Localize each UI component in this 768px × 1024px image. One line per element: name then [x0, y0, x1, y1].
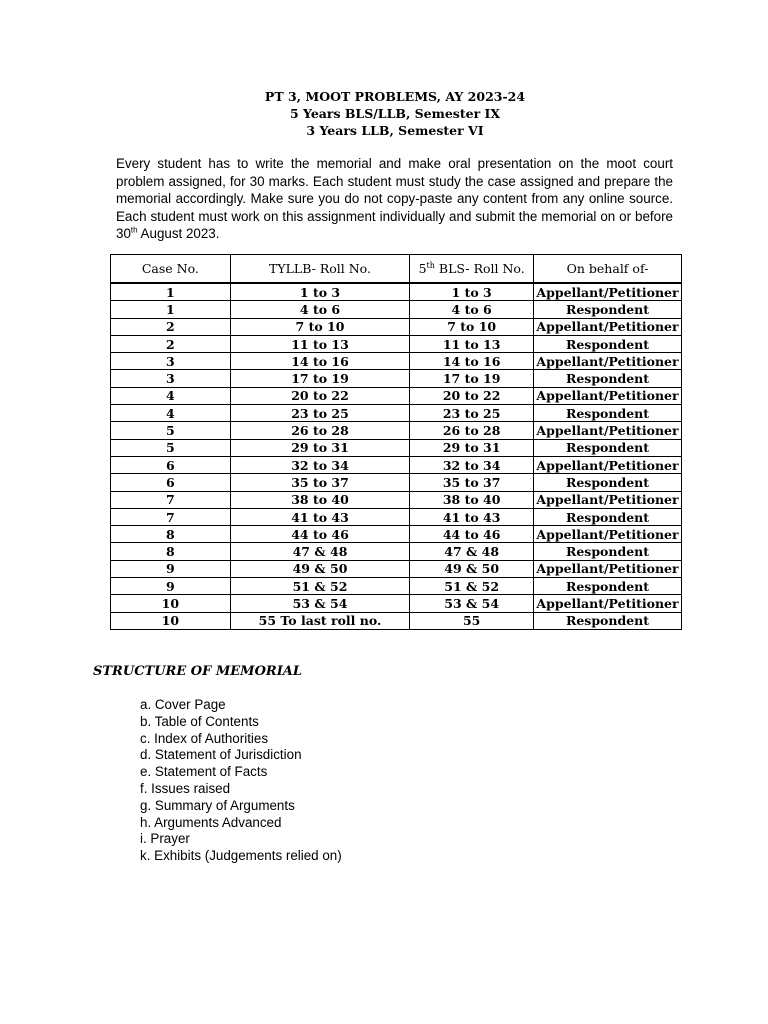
table-row — [111, 318, 682, 335]
intro-date-suffix: th — [130, 225, 138, 235]
list-item: d. Statement of Jurisdiction — [140, 747, 302, 763]
cell-case-no: 7 — [111, 508, 231, 525]
cell-tyllb-roll: 38 to 40 — [230, 491, 410, 508]
cell-tyllb-roll: 29 to 31 — [230, 439, 410, 456]
document-title-block — [110, 88, 680, 139]
cell-bls-roll: 7 to 10 — [410, 318, 534, 335]
header-bls-prefix: 5 — [418, 261, 427, 276]
intro-text-end: August 2023. — [137, 226, 220, 241]
table-row — [111, 474, 682, 491]
table-header-row — [111, 255, 682, 284]
structure-heading: STRUCTURE OF MEMORIAL — [93, 664, 303, 679]
cell-case-no: 3 — [111, 370, 231, 387]
header-tyllb-roll: TYLLB- Roll No. — [230, 255, 410, 284]
case-allocation-table — [110, 254, 682, 630]
cell-bls-roll: 32 to 34 — [410, 456, 534, 473]
cell-on-behalf: Respondent — [534, 439, 682, 456]
cell-bls-roll: 11 to 13 — [410, 335, 534, 352]
table-row — [111, 456, 682, 473]
list-item: g. Summary of Arguments — [140, 797, 295, 813]
cell-bls-roll: 29 to 31 — [410, 439, 534, 456]
cell-on-behalf: Respondent — [534, 612, 682, 629]
table-row — [111, 439, 682, 456]
cell-case-no: 8 — [111, 543, 231, 560]
table-row — [111, 543, 682, 560]
cell-bls-roll: 47 & 48 — [410, 543, 534, 560]
cell-bls-roll: 35 to 37 — [410, 474, 534, 491]
table-row — [111, 335, 682, 352]
cell-case-no: 6 — [111, 474, 231, 491]
cell-bls-roll: 55 — [410, 612, 534, 629]
cell-bls-roll: 51 & 52 — [410, 578, 534, 595]
cell-tyllb-roll: 1 to 3 — [230, 283, 410, 301]
cell-on-behalf: Respondent — [534, 370, 682, 387]
table-row — [111, 301, 682, 318]
cell-tyllb-roll: 44 to 46 — [230, 526, 410, 543]
cell-on-behalf: Appellant/Petitioner — [534, 595, 682, 612]
cell-bls-roll: 38 to 40 — [410, 491, 534, 508]
table-row — [111, 578, 682, 595]
cell-case-no: 6 — [111, 456, 231, 473]
list-item: k. Exhibits (Judgements relied on) — [140, 848, 342, 864]
cell-tyllb-roll: 7 to 10 — [230, 318, 410, 335]
title-line-2: 5 Years BLS/LLB, Semester IX — [289, 106, 501, 121]
cell-tyllb-roll: 14 to 16 — [230, 353, 410, 370]
table-row — [111, 370, 682, 387]
cell-bls-roll: 20 to 22 — [410, 387, 534, 404]
intro-paragraph — [116, 155, 673, 243]
cell-bls-roll: 44 to 46 — [410, 526, 534, 543]
cell-bls-roll: 14 to 16 — [410, 353, 534, 370]
cell-tyllb-roll: 17 to 19 — [230, 370, 410, 387]
cell-tyllb-roll: 23 to 25 — [230, 405, 410, 422]
intro-text: Every student has to write the memorial and make oral presentation on the moot court problem assigned, for 30 marks. Each student must study the case assigned and prepare the memorial accordingly. Make sure you do not copy-paste any content from any online source. Each student must work on this assignment individually and submit the memorial on or before 30 — [116, 156, 673, 241]
cell-case-no: 10 — [111, 595, 231, 612]
cell-case-no: 1 — [111, 301, 231, 318]
structure-list — [140, 697, 342, 865]
cell-bls-roll: 49 & 50 — [410, 560, 534, 577]
cell-tyllb-roll: 41 to 43 — [230, 508, 410, 525]
list-item: c. Index of Authorities — [140, 730, 269, 746]
cell-tyllb-roll: 53 & 54 — [230, 595, 410, 612]
table-row — [111, 595, 682, 612]
header-case-no: Case No. — [111, 255, 231, 284]
list-item: a. Cover Page — [140, 697, 226, 712]
cell-case-no: 4 — [111, 405, 231, 422]
list-item: h. Arguments Advanced — [140, 814, 282, 830]
cell-on-behalf: Respondent — [534, 543, 682, 560]
cell-on-behalf: Appellant/Petitioner — [534, 387, 682, 404]
cell-on-behalf: Appellant/Petitioner — [534, 456, 682, 473]
table-row — [111, 422, 682, 439]
cell-on-behalf: Appellant/Petitioner — [534, 526, 682, 543]
cell-on-behalf: Appellant/Petitioner — [534, 560, 682, 577]
cell-case-no: 3 — [111, 353, 231, 370]
table-row — [111, 508, 682, 525]
cell-on-behalf: Respondent — [534, 474, 682, 491]
cell-on-behalf: Appellant/Petitioner — [534, 491, 682, 508]
table-row — [111, 526, 682, 543]
cell-case-no: 1 — [111, 283, 231, 301]
cell-case-no: 5 — [111, 422, 231, 439]
cell-on-behalf: Appellant/Petitioner — [534, 318, 682, 335]
cell-on-behalf: Appellant/Petitioner — [534, 422, 682, 439]
cell-case-no: 7 — [111, 491, 231, 508]
cell-case-no: 9 — [111, 578, 231, 595]
cell-tyllb-roll: 4 to 6 — [230, 301, 410, 318]
cell-on-behalf: Respondent — [534, 301, 682, 318]
cell-on-behalf: Respondent — [534, 578, 682, 595]
cell-bls-roll: 1 to 3 — [410, 283, 534, 301]
cell-on-behalf: Appellant/Petitioner — [534, 283, 682, 301]
header-on-behalf: On behalf of- — [534, 255, 682, 284]
title-line-1: PT 3, MOOT PROBLEMS, AY 2023-24 — [264, 89, 526, 104]
cell-tyllb-roll: 47 & 48 — [230, 543, 410, 560]
cell-on-behalf: Respondent — [534, 405, 682, 422]
cell-tyllb-roll: 55 To last roll no. — [230, 612, 410, 629]
cell-bls-roll: 4 to 6 — [410, 301, 534, 318]
table-row — [111, 283, 682, 301]
cell-tyllb-roll: 11 to 13 — [230, 335, 410, 352]
cell-on-behalf: Appellant/Petitioner — [534, 353, 682, 370]
list-item: f. Issues raised — [140, 780, 231, 796]
table-row — [111, 353, 682, 370]
cell-case-no: 2 — [111, 335, 231, 352]
cell-tyllb-roll: 51 & 52 — [230, 578, 410, 595]
header-bls-roll — [410, 255, 534, 284]
cell-tyllb-roll: 35 to 37 — [230, 474, 410, 491]
header-bls-rest: BLS- Roll No. — [434, 261, 525, 276]
cell-tyllb-roll: 49 & 50 — [230, 560, 410, 577]
cell-bls-roll: 23 to 25 — [410, 405, 534, 422]
cell-bls-roll: 41 to 43 — [410, 508, 534, 525]
cell-bls-roll: 17 to 19 — [410, 370, 534, 387]
table-row — [111, 612, 682, 629]
cell-case-no: 8 — [111, 526, 231, 543]
cell-bls-roll: 26 to 28 — [410, 422, 534, 439]
table-row — [111, 560, 682, 577]
header-bls-sup: th — [426, 260, 435, 270]
cell-case-no: 9 — [111, 560, 231, 577]
cell-tyllb-roll: 20 to 22 — [230, 387, 410, 404]
table-row — [111, 387, 682, 404]
table-row — [111, 405, 682, 422]
list-item: i. Prayer — [140, 831, 190, 847]
cell-tyllb-roll: 32 to 34 — [230, 456, 410, 473]
cell-case-no: 4 — [111, 387, 231, 404]
cell-case-no: 2 — [111, 318, 231, 335]
cell-case-no: 5 — [111, 439, 231, 456]
cell-case-no: 10 — [111, 612, 231, 629]
cell-on-behalf: Respondent — [534, 508, 682, 525]
title-line-3: 3 Years LLB, Semester VI — [306, 123, 484, 138]
cell-tyllb-roll: 26 to 28 — [230, 422, 410, 439]
cell-bls-roll: 53 & 54 — [410, 595, 534, 612]
list-item: e. Statement of Facts — [140, 764, 268, 780]
cell-on-behalf: Respondent — [534, 335, 682, 352]
table-row — [111, 491, 682, 508]
list-item: b. Table of Contents — [140, 713, 259, 729]
